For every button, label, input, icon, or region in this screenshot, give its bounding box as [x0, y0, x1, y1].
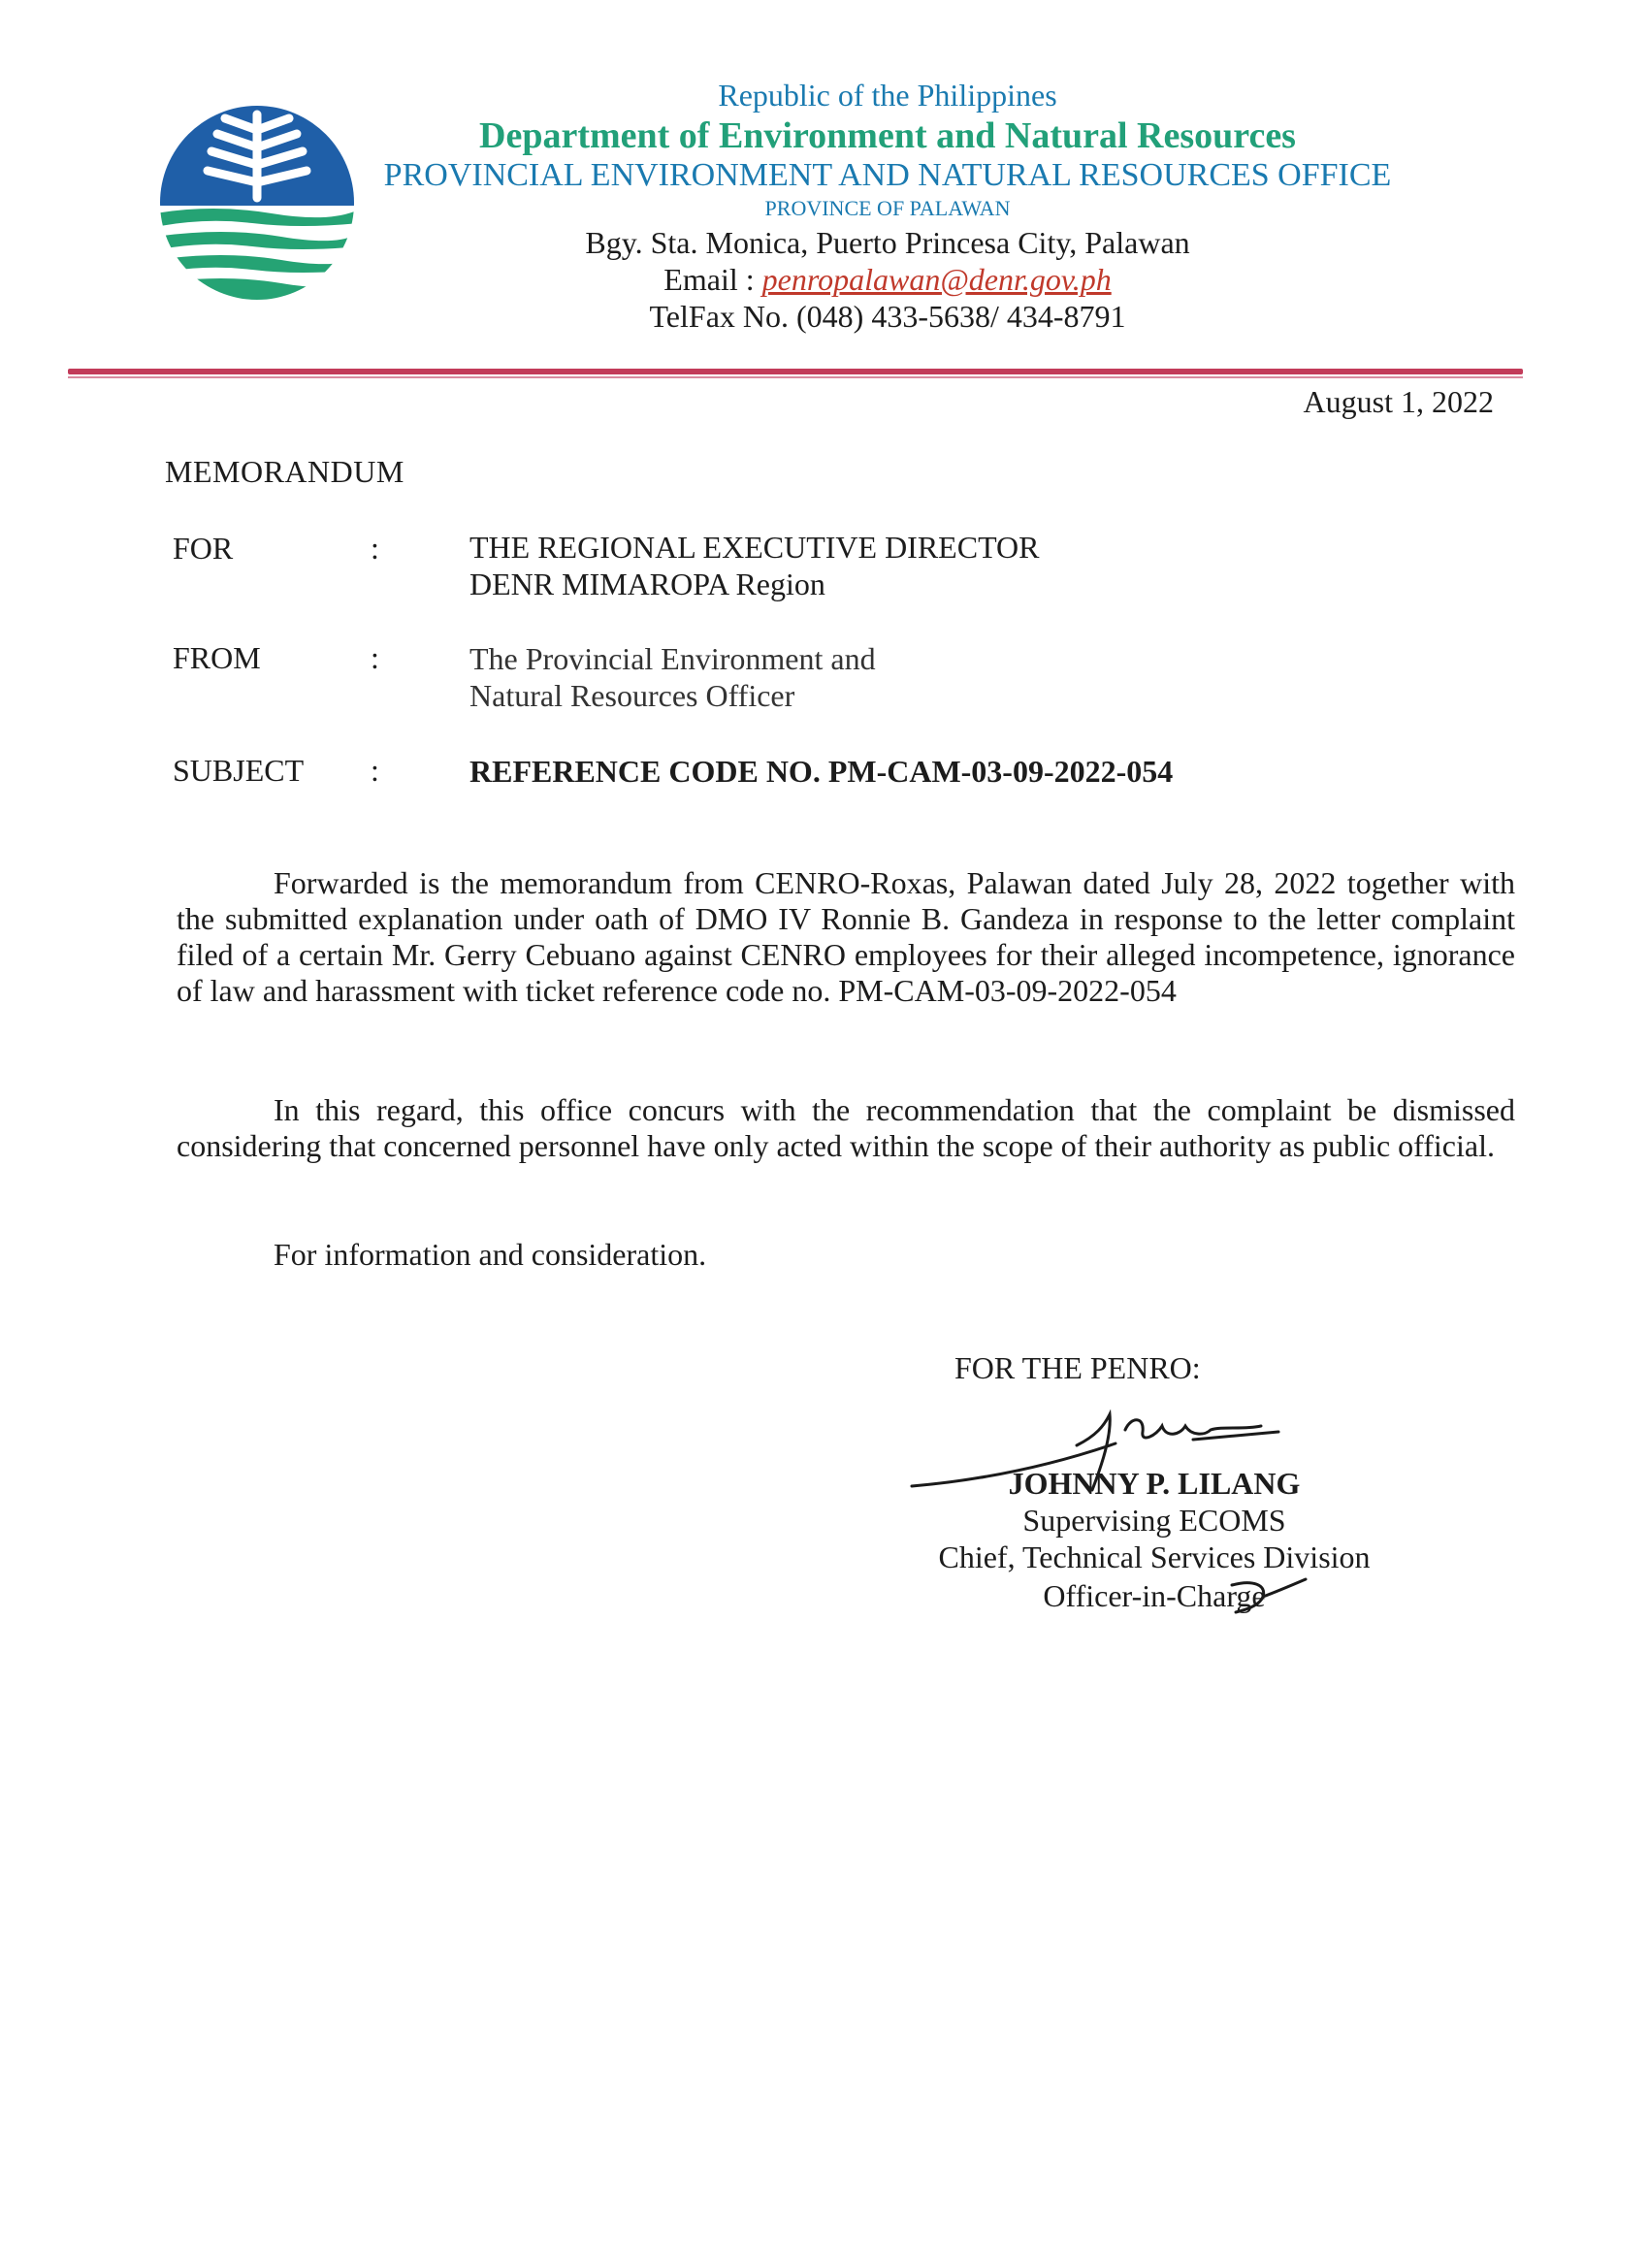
from-label: FROM	[173, 640, 261, 675]
signatory-title-1: Supervising ECOMS	[1022, 1503, 1286, 1538]
signatory-title-2: Chief, Technical Services Division	[938, 1539, 1371, 1574]
denr-logo-icon	[155, 101, 359, 305]
for-penro: FOR THE PENRO:	[954, 1350, 1201, 1385]
memo-title: MEMORANDUM	[165, 454, 404, 489]
initial-mark-icon	[1224, 1571, 1311, 1620]
email-link[interactable]: penropalawan@denr.gov.ph	[761, 262, 1112, 297]
for-value	[469, 529, 1039, 602]
signatory-title-3: Officer-in-Charge	[1043, 1578, 1266, 1613]
from-value-line-1: The Provincial Environment and	[469, 641, 876, 676]
for-value-line-1: THE REGIONAL EXECUTIVE DIRECTOR	[469, 530, 1040, 565]
for-value-line-2: DENR MIMAROPA Region	[469, 567, 825, 601]
subject-colon: :	[371, 753, 379, 788]
header-divider-secondary	[68, 376, 1523, 378]
for-colon: :	[371, 531, 379, 566]
header-divider	[68, 369, 1523, 374]
subject-label: SUBJECT	[173, 753, 305, 788]
subject-value: REFERENCE CODE NO. PM-CAM-03-09-2022-054	[469, 754, 1174, 789]
from-value-line-2: Natural Resources Officer	[469, 678, 795, 713]
from-colon: :	[371, 640, 379, 675]
email-label: Email :	[663, 262, 762, 297]
body-paragraph-2: In this regard, this office concurs with the recommendation that the complaint be dismissed considering that concerned personnel have only acted within the scope of their authority as public official.	[177, 1092, 1515, 1163]
body-paragraph-1: Forwarded is the memorandum from CENRO-Roxas, Palawan dated July 28, 2022 together with the submitted explanation under oath of DMO IV Ronnie B. Gandeza in response to the letter complaint filed of a certain Mr. Gerry Cebuano against CENRO employees for their alleged incompetence, ignorance of law and harassment with ticket reference code no. PM-CAM-03-09-2022-054	[177, 865, 1515, 1008]
signatory-name: JOHNNY P. LILANG	[1008, 1466, 1301, 1501]
from-value	[469, 640, 876, 714]
body-paragraph-3: For information and consideration.	[274, 1237, 707, 1272]
for-label: FOR	[173, 531, 234, 566]
memo-date: August 1, 2022	[1303, 384, 1494, 419]
